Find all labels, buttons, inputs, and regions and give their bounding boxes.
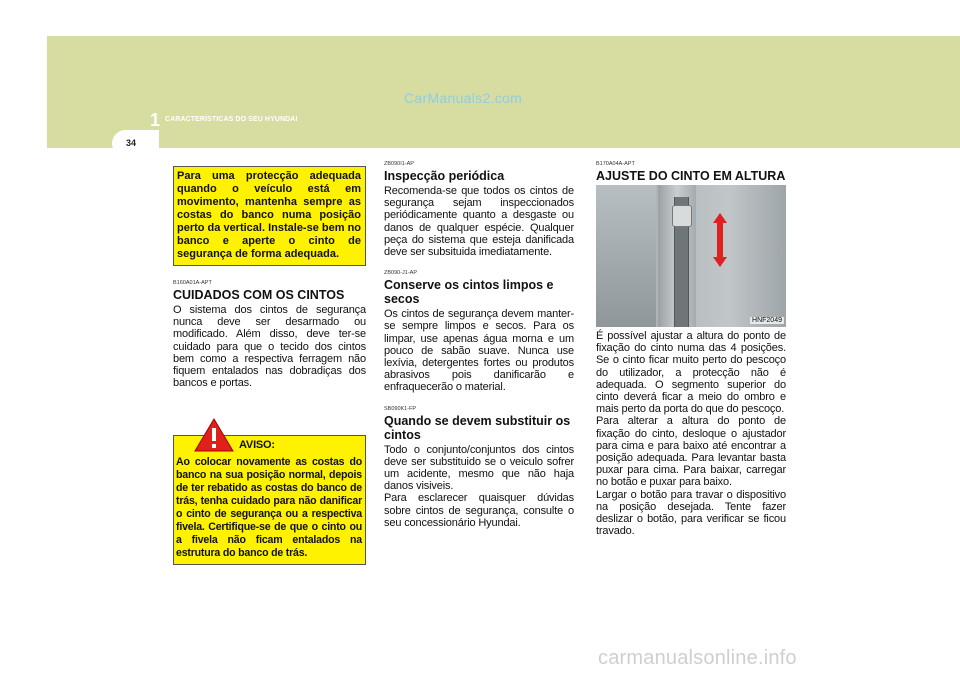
watermark-bottom[interactable]: carmanualsonline.info <box>598 647 797 669</box>
section-text: Os cintos de segurança devem manter-se sempre limpos e secos. Para os limpar, use apenas água morna e um pouco de sabão suave. Nunca use lexívia, detergentes fortes ou produtos abrasivos pois danificarão e enfraquecerão o material. <box>384 308 574 394</box>
section-code: B170A04A-APT <box>596 161 635 167</box>
up-down-arrow-icon <box>713 213 727 267</box>
column-1 <box>173 166 366 565</box>
section-title: CUIDADOS COM OS CINTOS <box>173 288 345 302</box>
section-text: Para alterar a altura do ponto de fixação do cinto, desloque o ajustador para cima e para baixo até encontrar a posição adequada. Para levantar basta puxar para cima. Para baixar, carregar no botão e puxar para baixo. <box>596 415 786 489</box>
seat-belt-height-photo <box>596 185 786 327</box>
section-code: SB090K1-FP <box>384 405 417 412</box>
section-title: Conserve os cintos limpos e secos <box>384 278 554 307</box>
section-text: Largar o botão para travar o dispositivo na posição desejada. Tente fazer deslizar o botão, para verificar se ficou travado. <box>596 488 786 538</box>
page-number: 34 <box>126 138 137 148</box>
section-code: B160A01A-APT <box>173 280 212 286</box>
chapter-title: CARACTERÍSTICAS DO SEU HYUNDAI <box>165 116 298 123</box>
exclamation-triangle-icon <box>194 418 234 452</box>
chapter-number: 1 <box>150 110 161 130</box>
watermark-top[interactable]: CarManuals2.com <box>404 90 523 106</box>
section-title: AJUSTE DO CINTO EM ALTURA <box>596 169 786 183</box>
warning-box <box>173 435 366 565</box>
column-3 <box>596 161 786 537</box>
warning-text: Ao colocar novamente as costas do banco na sua posição normal, depois de ter rebatido as costas do banco de trás, tenha cuidado para não danificar o cinto de segurança ou a respectiva fivela. Certifique-se de que o cinto ou a fivela não ficam entalados na estrutura do banco de trás. <box>176 456 362 560</box>
section-code: ZB090I1-AP <box>384 161 414 167</box>
section-text: Recomenda-se que todos os cintos de segurança sejam inspeccionados periódicamente quanto a desgaste ou danos de qualquer espécie. Qualquer peça do sistema que esteja danificada deve ser subsituida imediatamente. <box>384 185 574 259</box>
note-box: Para uma protecção adequada quando o veículo está em movimento, mantenha sempre as costas do banco numa posição perto da vertical. Instale-se bem no banco e aperte o cinto de segurança de forma adequada. <box>173 166 366 266</box>
section-text: É possível ajustar a altura do ponto de fixação do cinto numa das 4 posições. Se o cinto ficar muito perto do pescoço do utilizador, a protecção não é adequada. O segmento superior do cinto deverá ficar a meio do ombro e mais perto da porta do que do pescoço. <box>596 330 786 416</box>
height-adjuster <box>672 205 692 227</box>
section-title: Quando se devem substituir os cintos <box>384 413 571 442</box>
section-title: Inspecção periódica <box>384 169 505 183</box>
section-code: ZB090-J1-AP <box>384 270 418 277</box>
section-text: Para esclarecer quaisquer dúvidas sobre cintos de segurança, consulte o seu concessionário Hyundai. <box>384 492 574 529</box>
section-text: Todo o conjunto/conjuntos dos cintos deve ser substituido se o veiculo sofrer um acidente, mesmo que não haja danos visiveis. <box>384 443 574 493</box>
section-text: O sistema dos cintos de segurança nunca deve ser desarmado ou modificado. Além disso, deve ter-se cuidado para que o tecido dos cintos bem como a respectiva ferragem não fiquem entalados nas dobradiças dos bancos e portas. <box>173 304 366 390</box>
column-2 <box>384 161 574 529</box>
warning-title: AVISO: <box>239 439 275 452</box>
figure-label: HNF2049 <box>752 317 782 324</box>
